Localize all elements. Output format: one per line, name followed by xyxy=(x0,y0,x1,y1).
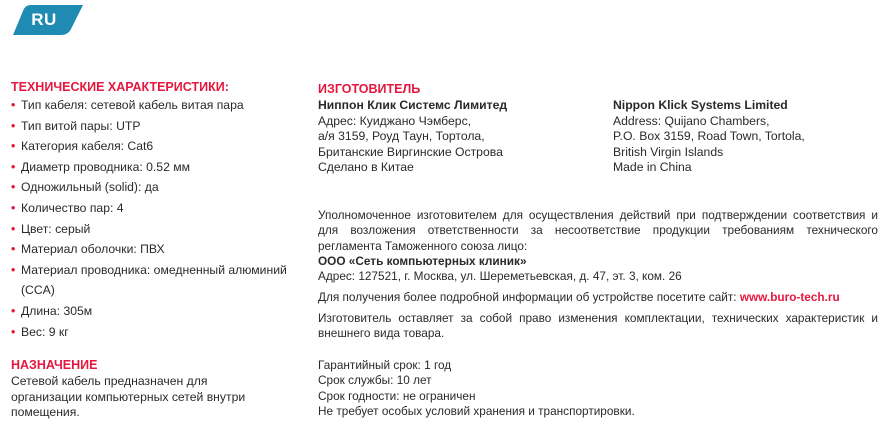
info-line xyxy=(318,290,878,305)
purpose-heading: НАЗНАЧЕНИЕ xyxy=(11,358,98,372)
bullet-icon: • xyxy=(11,118,16,133)
rights-text: Изготовитель оставляет за собой право изменения комплектации, технических характеристик и внешнего вида товара. xyxy=(318,311,878,341)
manufacturer-name-en: Nippon Klick Systems Limited xyxy=(613,98,788,112)
bullet-icon: • xyxy=(11,324,16,339)
specs-heading: ТЕХНИЧЕСКИЕ ХАРАКТЕРИСТИКИ: xyxy=(11,80,229,94)
manufacturer-address-line: Address: Quijano Chambers, xyxy=(613,113,770,128)
language-code: RU xyxy=(31,10,57,29)
spec-item: • Материал проводника: омедненный алюминий (CCA) xyxy=(11,260,301,301)
spec-item: • Материал оболочки: ПВХ xyxy=(11,239,301,260)
authorized-company: ООО «Сеть компьютерных клиник» xyxy=(318,254,527,268)
manufacturer-origin: Made in China xyxy=(613,160,692,175)
manufacturer-address-line: Британские Виргинские Острова xyxy=(318,144,503,159)
manufacturer-address-line: Адрес: Куиджано Чэмберс, xyxy=(318,113,472,128)
bullet-icon: • xyxy=(11,98,16,112)
manufacturer-address-line: а/я 3159, Роуд Таун, Тортола, xyxy=(318,129,485,144)
storage-conditions: Не требует особых условий хранения и транспортировки. xyxy=(318,404,635,419)
bullet-icon: • xyxy=(11,242,16,257)
spec-item: • Тип кабеля: сетевой кабель витая пара xyxy=(11,95,301,116)
manufacturer-en xyxy=(613,98,805,176)
spec-item: • Вес: 9 кг xyxy=(11,322,301,343)
authorized-address: Адрес: 127521, г. Москва, ул. Шереметьевская, д. 47, эт. 3, ком. 26 xyxy=(318,269,682,283)
bullet-icon: • xyxy=(11,200,16,215)
bullet-icon: • xyxy=(11,159,16,174)
manufacturer-name-ru: Ниппон Клик Системс Лимитед xyxy=(318,98,508,112)
manufacturer-address-line: British Virgin Islands xyxy=(613,144,724,159)
spec-item: • Диаметр проводника: 0.52 мм xyxy=(11,157,301,178)
specs-list xyxy=(11,95,301,342)
info-text: Для получения более подробной информации об устройстве посетите сайт: xyxy=(318,290,737,304)
shelf-life: Срок годности: не ограничен xyxy=(318,388,476,403)
bullet-icon: • xyxy=(11,180,16,195)
website-link[interactable]: www.buro-tech.ru xyxy=(739,290,840,304)
manufacturer-ru xyxy=(318,98,507,176)
spec-item: • Длина: 305м xyxy=(11,301,301,322)
manufacturer-address-line: P.O. Box 3159, Road Town, Tortola, xyxy=(613,129,805,144)
manufacturer-origin: Сделано в Китае xyxy=(318,160,414,175)
spec-item: • Одножильный (solid): да xyxy=(11,177,301,198)
spec-item: • Количество пар: 4 xyxy=(11,198,301,219)
bullet-icon: • xyxy=(11,303,16,318)
spec-item: • Тип витой пары: UTP xyxy=(11,116,301,137)
language-badge xyxy=(13,5,83,35)
warranty-block xyxy=(318,358,878,420)
bullet-icon: • xyxy=(11,221,16,236)
spec-item: • Цвет: серый xyxy=(11,219,301,240)
bullet-icon: • xyxy=(11,139,16,154)
service-life: Срок службы: 10 лет xyxy=(318,373,432,388)
spec-item: • Категория кабеля: Cat6 xyxy=(11,136,301,157)
manufacturer-heading: ИЗГОТОВИТЕЛЬ xyxy=(318,82,421,96)
authorized-text: Уполномоченное изготовителем для осуществления действий при подтверждении соответствия и для возложения ответственности за несоответствие продукции требованиям технического регламента Таможенного союза лицо: xyxy=(318,208,878,253)
warranty-period: Гарантийный срок: 1 год xyxy=(318,358,452,372)
purpose-text: Сетевой кабель предназначен для организации компьютерных сетей внутри помещения. xyxy=(11,374,246,420)
bullet-icon: • xyxy=(11,262,16,277)
